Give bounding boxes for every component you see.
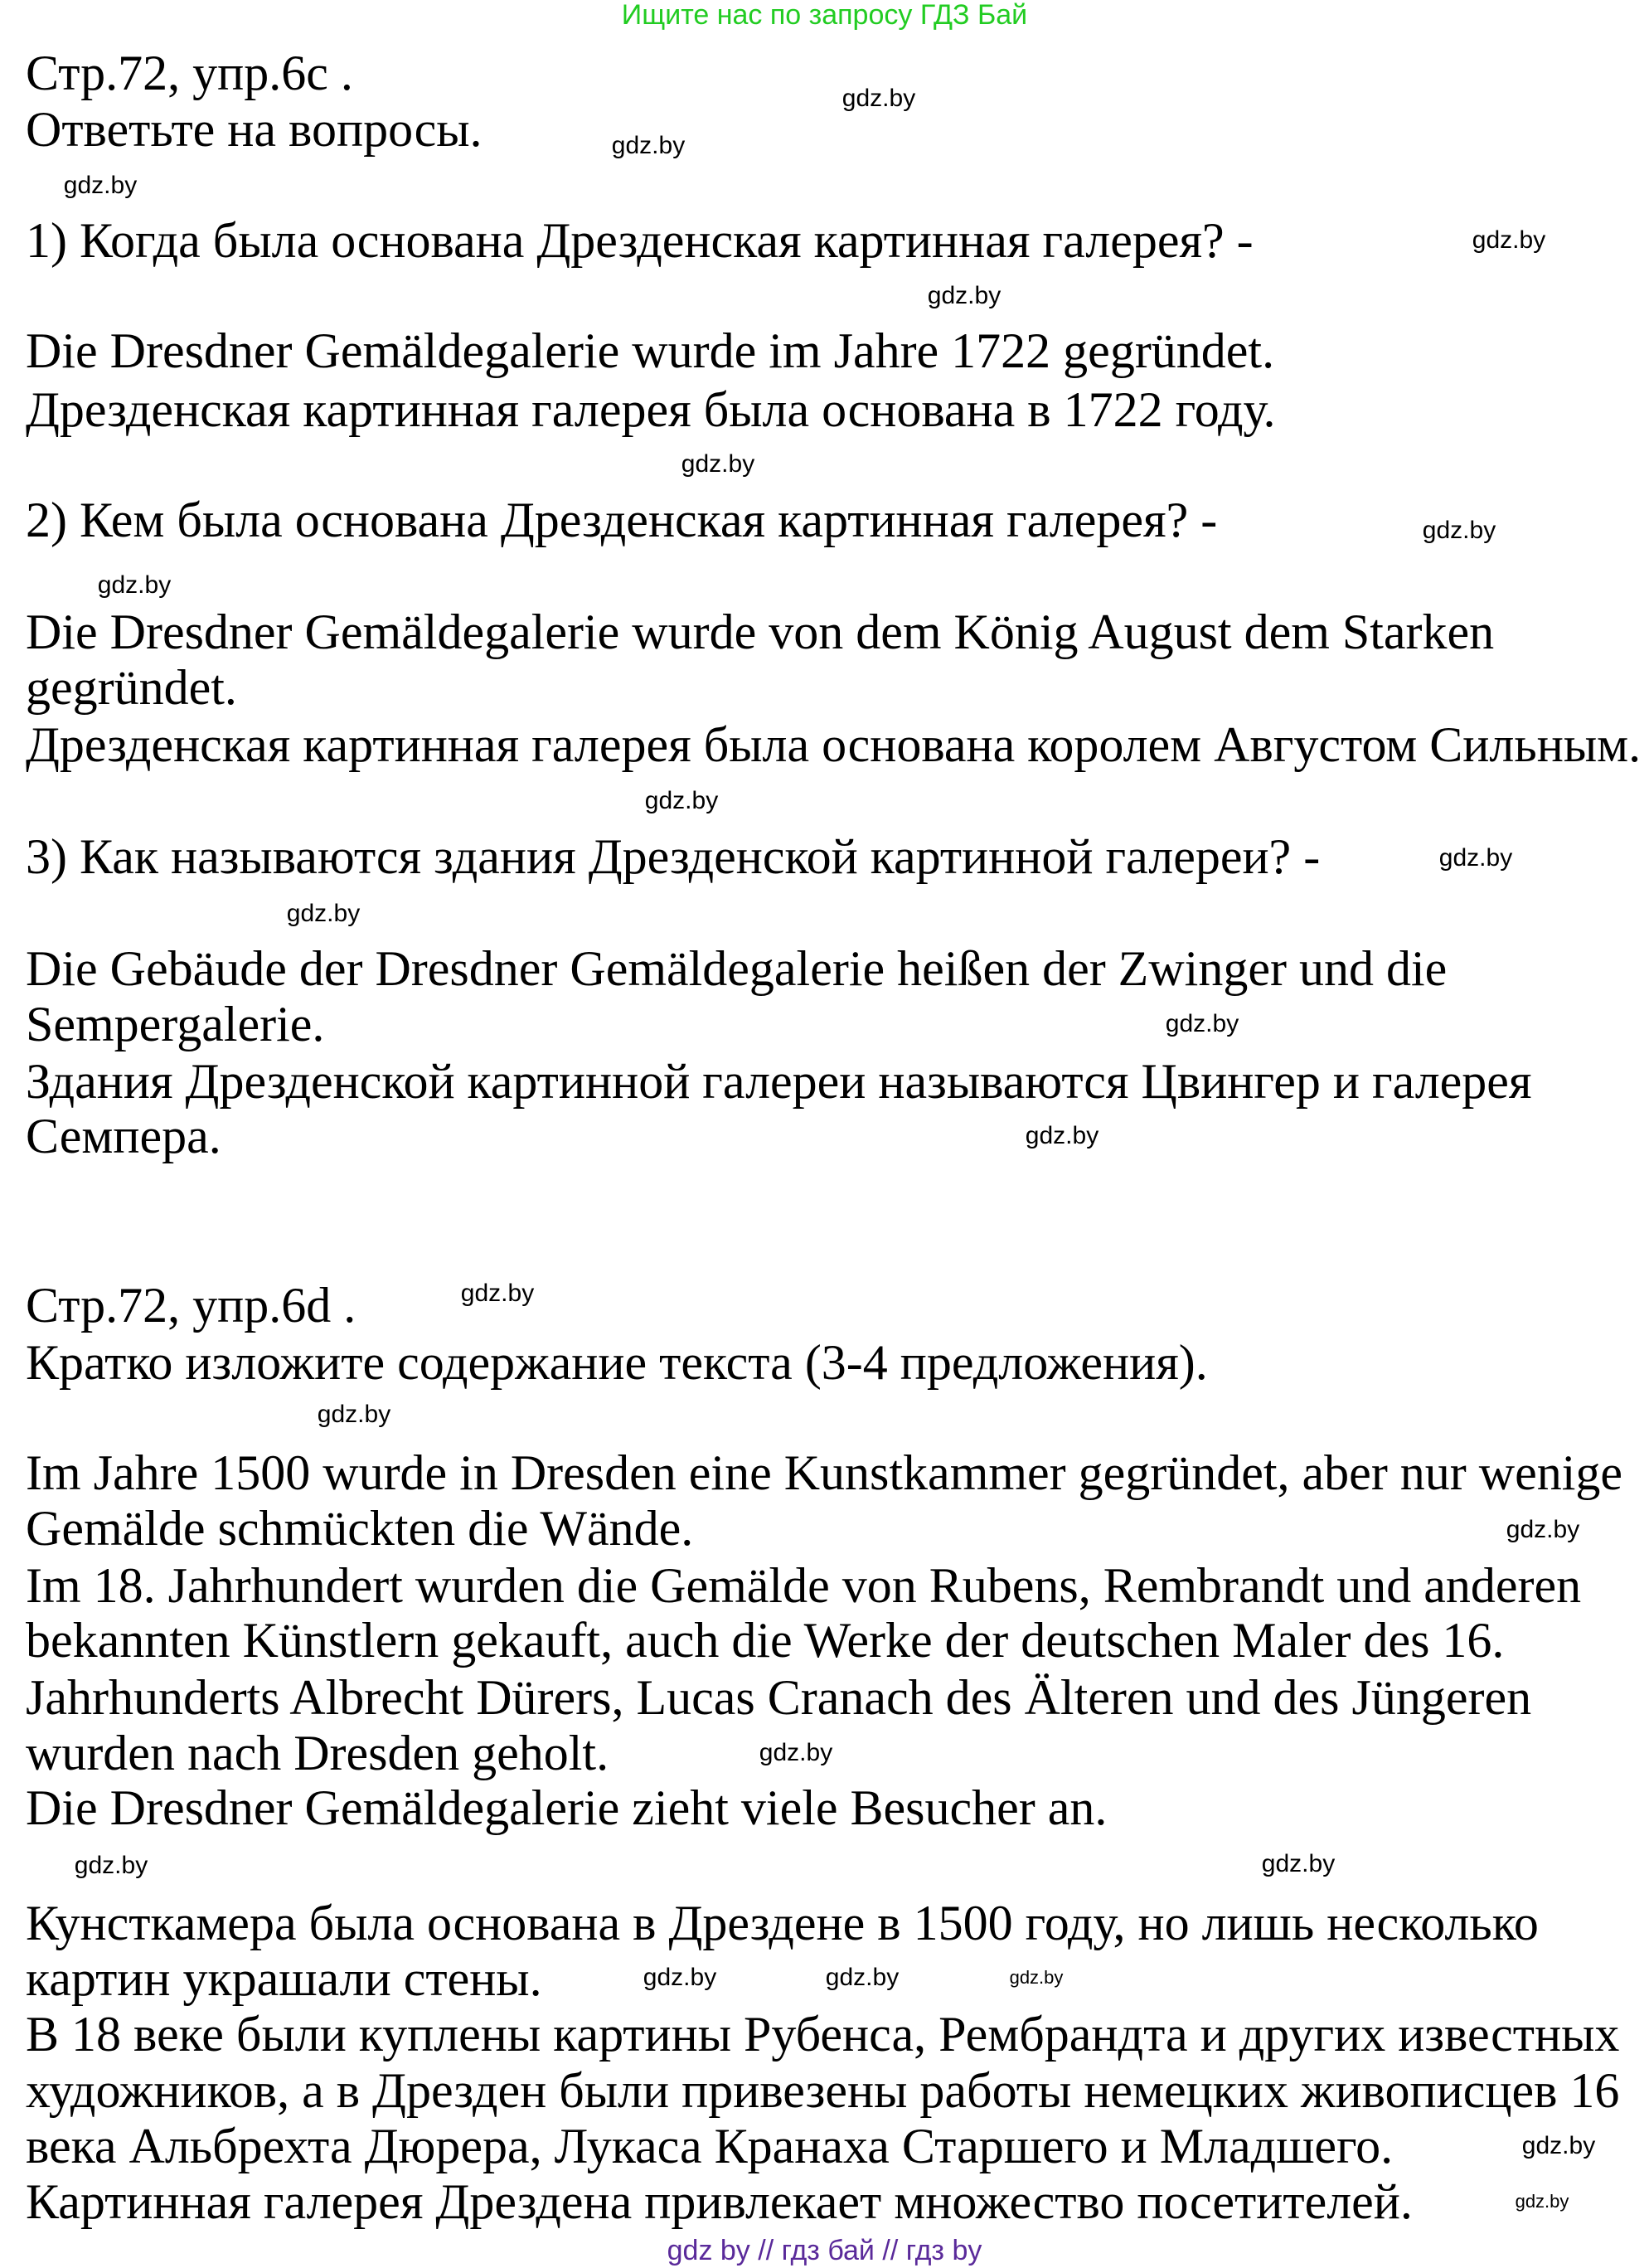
watermark: gdz.by (611, 132, 686, 159)
question-1: 1) Когда была основана Дрезденская картинная галерея? - (26, 213, 1254, 268)
watermark: gdz.by (681, 450, 755, 478)
watermark: gdz.by (1515, 2191, 1569, 2212)
footer-links: gdz by // гдз бай // гдз by (667, 2235, 982, 2266)
watermark: gdz.by (460, 1280, 535, 1307)
answer-2-de: Die Dresdner Gemäldegalerie wurde von dem König August dem Starken (26, 605, 1495, 659)
watermark: gdz.by (1165, 1010, 1239, 1037)
watermark: gdz.by (759, 1739, 833, 1766)
answer-2-ru: Дрезденская картинная галерея была основана королем Августом Сильным. (26, 717, 1642, 772)
summary-de-line: Die Dresdner Gemäldegalerie zieht viele Besucher an. (26, 1780, 1108, 1835)
summary-de-line: Jahrhunderts Albrecht Dürers, Lucas Cranach des Älteren und des Jüngeren (26, 1670, 1532, 1725)
section-d-task: Кратко изложите содержание текста (3-4 предложения). (26, 1335, 1208, 1390)
watermark: gdz.by (825, 1964, 900, 1991)
summary-de-line: bekannten Künstlern gekauft, auch die Werke der deutschen Maler des 16. (26, 1613, 1505, 1668)
answer-2-de-cont: gegründet. (26, 660, 237, 715)
summary-ru-line: Кунсткамера была основана в Дрездене в 1500 году, но лишь несколько (26, 1896, 1539, 1950)
summary-ru-line: художников, а в Дрезден были привезены работы немецких живописцев 16 (26, 2063, 1620, 2118)
watermark: gdz.by (1025, 1122, 1099, 1149)
summary-de-line: wurden nach Dresden geholt. (26, 1726, 609, 1780)
answer-3-ru: Здания Дрезденской картинной галереи называются Цвингер и галерея (26, 1054, 1532, 1109)
section-c-task: Ответьте на вопросы. (26, 102, 483, 157)
answer-3-de-cont: Sempergalerie. (26, 997, 325, 1051)
watermark: gdz.by (1422, 517, 1496, 544)
watermark: gdz.by (317, 1401, 391, 1428)
watermark: gdz.by (1261, 1850, 1336, 1877)
search-banner: Ищите нас по запросу ГДЗ Бай (621, 0, 1028, 31)
answer-3-de: Die Gebäude der Dresdner Gemäldegalerie heißen der Zwinger und die (26, 941, 1448, 996)
section-c-title: Стр.72, упр.6с . (26, 46, 353, 100)
watermark: gdz.by (63, 172, 138, 199)
watermark: gdz.by (286, 900, 361, 927)
watermark: gdz.by (927, 282, 1002, 309)
question-2: 2) Кем была основана Дрезденская картинная галерея? - (26, 493, 1218, 547)
watermark: gdz.by (841, 85, 916, 112)
summary-de-line: Gemälde schmückten die Wände. (26, 1501, 694, 1556)
section-d-title: Стр.72, упр.6d . (26, 1278, 356, 1333)
watermark: gdz.by (1521, 2132, 1596, 2159)
watermark: gdz.by (1506, 1516, 1580, 1543)
summary-ru-line: В 18 веке были куплены картины Рубенса, Рембрандта и других известных (26, 2007, 1620, 2062)
answer-1-de: Die Dresdner Gemäldegalerie wurde im Jahre 1722 gegründet. (26, 323, 1275, 378)
watermark: gdz.by (97, 571, 172, 599)
answer-3-ru-cont: Семпера. (26, 1109, 221, 1163)
summary-ru-line: картин украшали стены. (26, 1951, 542, 2006)
watermark: gdz.by (1438, 844, 1513, 872)
summary-ru-line: века Альбрехта Дюрера, Лукаса Кранаха Старшего и Младшего. (26, 2119, 1394, 2173)
summary-de-line: Im Jahre 1500 wurde in Dresden eine Kunstkammer gegründet, aber nur wenige (26, 1445, 1623, 1500)
watermark: gdz.by (1009, 1967, 1064, 1988)
watermark: gdz.by (74, 1852, 148, 1879)
watermark: gdz.by (1472, 226, 1546, 254)
summary-de-line: Im 18. Jahrhundert wurden die Gemälde von Rubens, Rembrandt und anderen (26, 1558, 1582, 1613)
answer-1-ru: Дрезденская картинная галерея была основана в 1722 году. (26, 382, 1276, 437)
question-3: 3) Как называются здания Дрезденской картинной галереи? - (26, 829, 1321, 884)
summary-ru-line: Картинная галерея Дрездена привлекает множество посетителей. (26, 2174, 1413, 2229)
watermark: gdz.by (644, 787, 719, 814)
watermark: gdz.by (643, 1964, 717, 1991)
